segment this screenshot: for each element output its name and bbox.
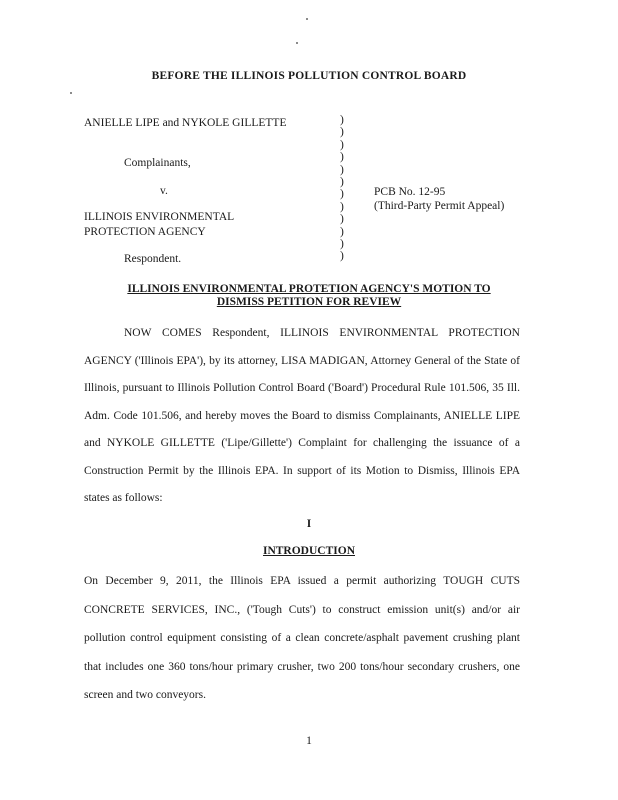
caption-paren: ) [340, 225, 344, 238]
respondent-name-line2: PROTECTION AGENCY [84, 226, 206, 238]
caption-paren: ) [340, 126, 344, 139]
scan-speck [296, 42, 298, 44]
caption-paren: ) [340, 175, 344, 188]
case-number: PCB No. 12-95 [374, 186, 446, 198]
section-heading: INTRODUCTION [262, 545, 355, 557]
motion-paragraph [84, 320, 520, 513]
caption-paren: ) [340, 213, 344, 226]
caption-paren: ) [340, 188, 344, 201]
caption-paren: ) [340, 250, 344, 263]
board-title: BEFORE THE ILLINOIS POLLUTION CONTROL BOARD [151, 70, 467, 82]
versus-label: v. [160, 185, 168, 197]
respondent-name-line1: ILLINOIS ENVIRONMENTAL [84, 211, 235, 223]
caption-paren: ) [340, 200, 344, 213]
case-type: (Third-Party Permit Appeal) [374, 200, 505, 212]
motion-title-line2: DISMISS PETITION FOR REVIEW [216, 296, 402, 308]
caption-parens [340, 114, 350, 263]
page-number: 1 [306, 735, 312, 747]
caption-paren: ) [340, 138, 344, 151]
scan-speck [306, 18, 308, 20]
complainants-names: ANIELLE LIPE and NYKOLE GILLETTE [84, 117, 287, 129]
caption-paren: ) [340, 163, 344, 176]
motion-title-line1: ILLINOIS ENVIRONMENTAL PROTETION AGENCY'S MOTION TO [127, 283, 491, 295]
motion-paragraph-text: NOW COMES Respondent, ILLINOIS ENVIRONMENTAL PROTECTION AGENCY ('Illinois EPA'), by its attorney, LISA MADIGAN, Attorney General of the State of Illinois, pursuant to Illinois Pollution Control Board ('Board') Procedural Rule 101.506, 35 Ill. Adm. Code 101.506, and hereby moves the Board to dismiss Complainants, ANIELLE LIPE and NYKOLE GILLETTE ('Lipe/Gillette') Complaint for challenging the issuance of a Construction Permit by the Illinois EPA. In support of its Motion to Dismiss, Illinois EPA states as follows: [84, 327, 520, 504]
respondent-label: Respondent. [124, 253, 182, 265]
caption-paren: ) [340, 114, 344, 126]
scan-speck [70, 92, 72, 94]
complainants-label: Complainants, [124, 157, 191, 169]
introduction-paragraph-text: On December 9, 2011, the Illinois EPA issued a permit authorizing TOUGH CUTS CONCRETE SERVICES, INC., ('Tough Cuts') to construct emission unit(s) and/or air pollution control equipment consisting of a clean concrete/asphalt pavement crushing plant that includes one 360 tons/hour primary crusher, two 200 tons/hour secondary crushers, one screen and two conveyors. [84, 575, 520, 701]
caption-paren: ) [340, 237, 344, 250]
section-number: I [306, 518, 312, 530]
introduction-paragraph [84, 567, 520, 710]
caption-paren: ) [340, 151, 344, 164]
